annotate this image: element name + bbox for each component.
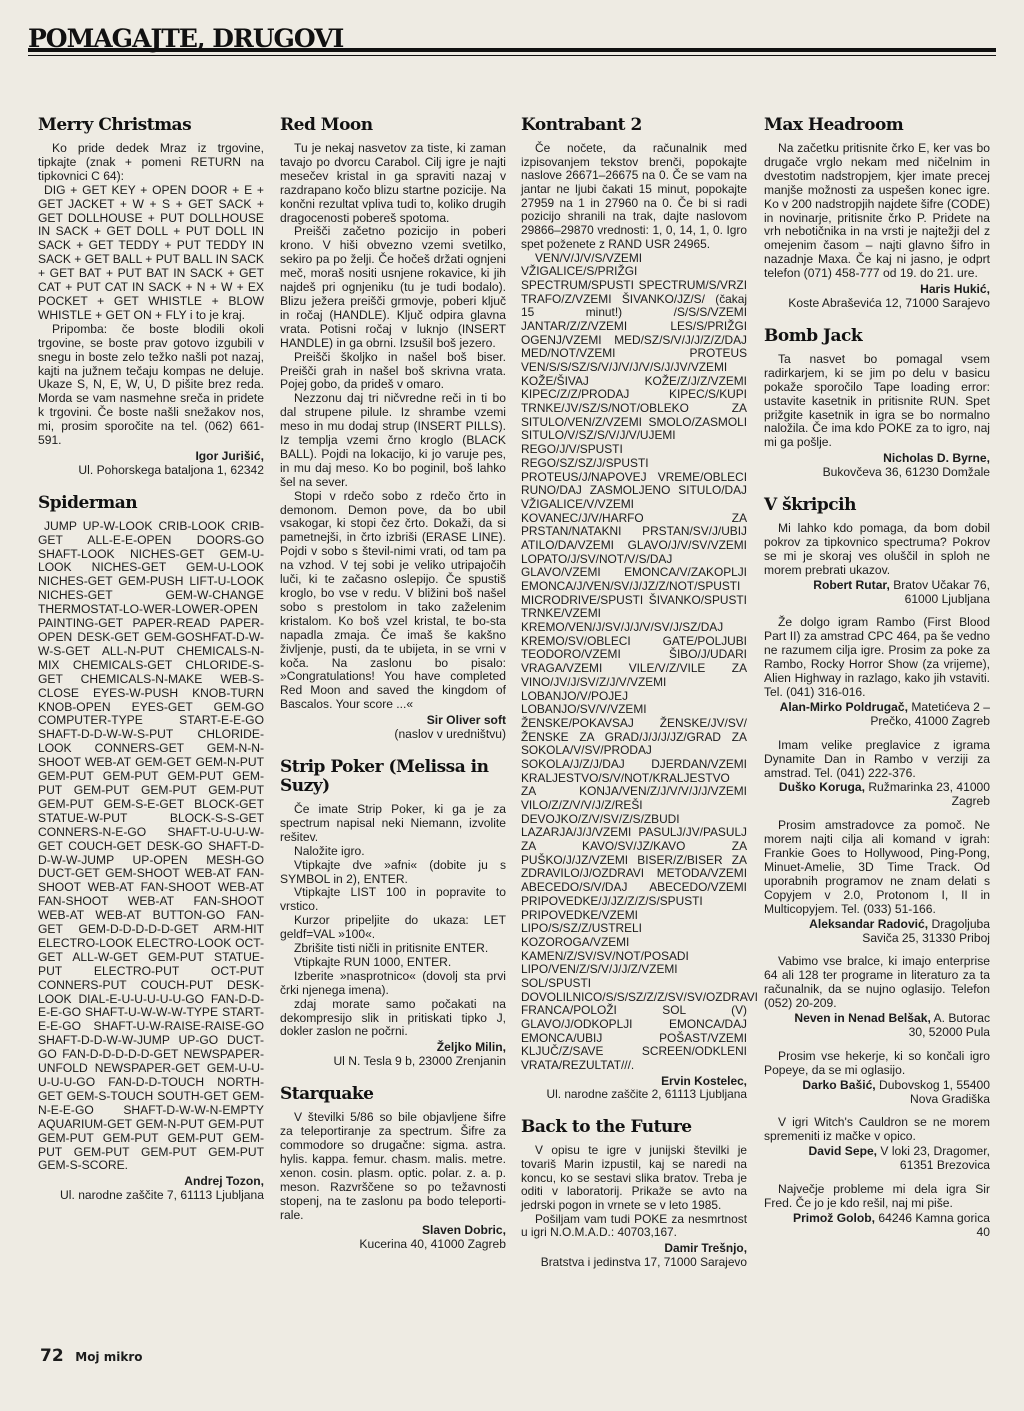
author-signature [521, 1075, 747, 1102]
author-signature [38, 450, 264, 478]
page-number: 72 [40, 1346, 64, 1366]
article-paragraph: Vtipkajte LIST 100 in popravite to vrstico. [280, 885, 506, 914]
author-address: Ul N. Tesla 9 b, 23000 Zrenjanin [333, 1054, 506, 1069]
article [764, 116, 990, 311]
article-paragraph: Če imate Strip Poker, ki ga je za spectrum napisal neki Niemann, izvolite rešitev. [280, 801, 506, 844]
letter-signature [764, 701, 990, 729]
letter-author-name: Robert Rutar, [813, 577, 890, 592]
letter-text: Prosim vse hekerje, ki so končali igro Popeye, da se mi oglasijo. [764, 1048, 990, 1077]
letter-text: V igri Witch's Cauldron se ne morem spremeniti iz mačke v opico. [764, 1115, 990, 1144]
article-title: Bomb Jack [764, 325, 863, 346]
article-body [521, 1144, 747, 1240]
letter-author-address: Matetićeva 2 – Prečko, 41000 Zagreb [870, 699, 990, 728]
reader-letter [764, 1116, 990, 1173]
letter-text: Že dolgo igram Rambo (First Blood Part II) za amstrad CPC 464, pa še vedno ne razumem cilja igre. Prosim za poke za Rambo, Rocky Horror Show (za vrijeme), Alien Highway in razlago, kako jih vstaviti. Tel. (041) 316-016. [764, 615, 990, 699]
author-address: Bukovčeva 36, 61230 Domžale [822, 465, 990, 480]
article-paragraph: Pripomba: če boste blodili okoli trgovine, se boste prav gotovo izgubili v snegu in boste zelo težko našli pot nazaj, kajti na južnem tečaju kompas ne deluje. Ukaze S, N, E, W, U, D pišite brez reda. Morda se vam nasmehne sreča in pridete k trgovini. Če boste našli snežakov nos, mi, prosim sporočite na tel. (062) 661-591. [38, 321, 264, 448]
reader-letter [764, 522, 990, 606]
article-body [280, 1111, 506, 1222]
letter-signature [764, 1212, 990, 1240]
article-paragraph: V opisu te igre v junijski številki je tovariš Marin izpustil, kaj se naredi na koncu, ko se sestavi slika bratov. Treba je oditi v laboratorij. Prikaže se avto na jedrski pogon in vrnete se v leto 1985. [521, 1143, 747, 1212]
author-address: (naslov v uredništvu) [394, 727, 506, 742]
article-paragraph: Stopi v rdečo sobo z rdečo črto in demonom. Demon pove, da bo ubil vsakogar, ki stopi čez črto. Dokaži, da si pametnejši, in črto izbriši (ERASE LINE). Pojdi v sobo s števil-nimi vrati, od tam pa na vzhod. V tej sobi je veliko utripajočih luči, ki te začasno oslepijo. Če spustiš kroglo, bo vse v redu. V bližini boš našel sobo s prestolom in tako zaželenim kristalom. Ko boš vzel kristal, te bo-sta napadla zmaja. Če imaš še kakšno življenje, pusti, da te ubijeta, in se vrni v koča. Na zaslonu bo pisalo: »Congratulations! You have completed Red Moon and saved the kingdom of Bascalos. Your score ...« [280, 488, 506, 712]
letter-text: Prosim amstradovce za pomoč. Ne morem najti cilja ali komand v igrah: Frankie Goes to Hollywood, Ping-Pong, Minuet-Amelie, 3D Time Track. Od uporabnih programov ne znam delati s Copyjem v 2.0, Protonom I, II in Multicopyjem. Tel. (033) 51-166. [764, 818, 990, 916]
author-name: Igor Jurišić, [195, 448, 264, 463]
reader-letter [764, 1183, 990, 1240]
author-address: Koste Abraševića 12, 71000 Sarajevo [788, 295, 990, 310]
letter-author-name: Alan-Mirko Poldrugač, [779, 699, 908, 714]
article-paragraph: DIG + GET KEY + OPEN DOOR + E + GET JACKET + W + S + GET SACK + GET DOLLHOUSE + PUT DOLLHOUSE IN SACK + GET DOLL + PUT DOLL IN SACK + GET TEDDY + PUT TEDDY IN SACK + GET BALL + PUT BALL IN SACK + GET BAT + PUT BAT IN SACK + GET CAT + PUT CAT IN SACK + N + W + EX POCKET + GET WHISTLE + BLOW WHISTLE + GET ON + FLY i to je kraj. [38, 182, 264, 322]
article-title: V škripcih [764, 495, 856, 516]
article-paragraph: zdaj morate samo počakati na dekompresijo slik in pritiskati tipko J, dokler zaslon ne počrni. [280, 996, 506, 1039]
page-header-title: POMAGAJTE, DRUGOVI [28, 24, 344, 53]
letter-text: Imam velike preglavice z igrama Dynamite Dan in Rambo v verziji za amstrad. Tel. (041) 222-376. [764, 737, 990, 780]
article [280, 116, 506, 742]
letter-signature [764, 781, 990, 809]
article-title: Strip Poker (Melissa in Suzy) [280, 756, 489, 796]
author-name: Haris Hukić, [920, 282, 990, 297]
page-footer [40, 1346, 143, 1366]
letter-text: Mi lahko kdo pomaga, da bom dobil pokrov za tipkovnico spectruma? Pokrov se mi je skoraj ves oluščil in sploh ne morem prebrati ukazov. [764, 521, 990, 577]
article [38, 494, 264, 1203]
author-signature [764, 452, 990, 480]
article-title: Red Moon [280, 115, 373, 135]
article-paragraph: Če nočete, da računalnik med izpisovanjem tekstov brenči, popokajte naslove 26671–26675 na 0. Če se vam na jantar ne ljubi čakati 15 minut, popokajte 27959 na 1 in 27960 na 0. Če bi si radi pozicijo shranili na trak, dajte naslovom 29866–29870 vrednosti: 1, 0, 14, 1, 0. Igro spet poženete z RAND USR 24965. [521, 141, 747, 251]
article-paragraph: Preišči školjko in našel boš biser. Preišči grah in našel boš skrivna vrata. Pojej gobo, da prideš v omaro. [280, 349, 506, 392]
article-body [764, 142, 990, 281]
letter-author-address: A. Butorac 30, 52000 Pula [908, 1011, 990, 1039]
author-name: Andrej Tozon, [184, 1174, 264, 1189]
author-address: Kucerina 40, 41000 Zagreb [359, 1237, 506, 1252]
column-4 [764, 116, 990, 1256]
article-title: Kontrabant 2 [521, 115, 642, 135]
article-body [521, 141, 758, 1073]
author-name: Slaven Dobric, [421, 1223, 506, 1238]
article-paragraph: Izberite »nasprotnico« (dovolj sta prvi črki njenega imena). [280, 968, 506, 997]
article-body [764, 353, 990, 450]
article [280, 1085, 506, 1252]
author-signature [280, 1041, 506, 1069]
author-signature [280, 714, 506, 742]
letter-author-address: Bratov Učakar 76, 61000 Ljubljana [893, 577, 990, 606]
letter-author-address: V loki 23, Dragomer, 61351 Brezovica [880, 1144, 990, 1173]
author-signature [280, 1224, 506, 1252]
article [764, 496, 990, 1240]
author-address: Ul. narodne zaščite 2, 61113 Ljubljana [546, 1087, 747, 1102]
letter-author-address: Dragoljuba Saviča 25, 31330 Priboj [862, 916, 990, 945]
article-paragraph: Ko pride dedek Mraz iz trgovine, tipkajte (znak + pomeni RETURN na tipkovnici C 64): [38, 141, 264, 183]
article-paragraph: Nezzonu daj tri ničvredne reči in ti bo dal strupene pilule. Iz shrambe vzemi meso in mu dodaj strup (INSERT PILLS). Iz templja vzemi črno kroglo (BLACK BALL). Pojdi na lokacijo, ki jo varuje pes, in mu daj meso. Ko bo poginil, boš lahko šel na sever. [280, 391, 506, 489]
letter-author-name: Darko Bašić, [802, 1077, 876, 1092]
column-3 [521, 115, 758, 1285]
reader-letter [764, 819, 990, 945]
article-paragraph: Tu je nekaj nasvetov za tiste, ki zaman tavajo po dvorcu Carabol. Cilj igre je najti mesečev kristal in ga spraviti nazaj v razdrapano kočo blizu startne pozicije. Na končni rezultat vpliva tudi to, koliko drugih dragocenosti pobereš spotoma. [280, 141, 506, 225]
article [521, 115, 758, 1102]
article-paragraph: Na začetku pritisnite črko E, ker vas bo drugače vrglo nekam med ničelnim in dvestotim nadstropjem, kjer imate precej manjše možnosti za uspešen konec igre. Ko v 200 nadstropjih najdete šifre (CODE) in novinarje, pritisnite črko P. Pridete na vrh nebotičnika in na vrsti je najtežji del z omejenim časom – najti glavno šifro in nazadnje Maxa. Če kaj ni jasno, je odprt telefon (071) 458-777 od 19. do 21. ure. [764, 141, 990, 281]
article-body [764, 522, 990, 1240]
letter-author-name: Duško Koruga, [778, 780, 865, 795]
header-rule [28, 48, 996, 56]
author-signature [764, 283, 990, 311]
author-address: Bratstva i jedinstva 17, 71000 Sarajevo [540, 1254, 747, 1269]
letter-signature [764, 1079, 990, 1107]
letter-author-name: Aleksandar Radović, [809, 916, 929, 931]
article [764, 327, 990, 480]
column-1 [38, 116, 264, 1219]
author-signature [38, 1175, 264, 1203]
letter-author-address: 64246 Kamna gorica 40 [878, 1210, 990, 1239]
letter-author-address: Dubovskog 1, 55400 Nova Gradiška [879, 1077, 990, 1106]
letter-text: Največje probleme mi dela igra Sir Fred. Če jo je kdo rešil, naj mi piše. [764, 1182, 990, 1210]
article-body [280, 142, 506, 712]
article-paragraph: Pošiljam vam tudi POKE za nesmrtnost u igri N.O.M.A.D.: 40703,167. [521, 1211, 747, 1240]
letter-author-name: Neven in Nenad Belšak, [794, 1011, 931, 1026]
reader-letter [764, 1050, 990, 1107]
letter-author-name: David Sepe, [808, 1144, 878, 1159]
article [521, 1118, 747, 1269]
article-title: Max Headroom [764, 115, 904, 135]
article-title: Starquake [280, 1084, 374, 1105]
author-name: Nicholas D. Byrne, [883, 451, 990, 466]
letter-signature [764, 1012, 990, 1040]
author-signature [521, 1242, 747, 1269]
author-name: Ervin Kostelec, [661, 1073, 747, 1088]
reader-letter [764, 739, 990, 810]
article-paragraph: VEN/V/J/V/S/VZEMI VŽIGALICE/S/PRIŽGI SPECTRUM/SPUSTI SPECTRUM/S/VRZI TRAFO/Z/VZEMI ŠIVANKO/JZ/S/ (čakaj 15 minut!) /S/S/S/VZEMI JANTAR/Z/Z/VZEMI LES/S/PRIŽGI OGENJ/VZEMI MED/SZ/S/V/J/J/Z/Z/DAJ MED/NOT/VZEMI PROTEUS VEN/S/S/SZ/S/V/J/V/J/V/S/J/JV/VZEMI KOŽE/ŠIVAJ KOŽE/Z/J/Z/VZEMI KIPEC/Z/Z/PRODAJ KIPEC/S/KUPI TRNKE/JV/SZ/S/NOT/OBLEKO ZA SITULO/VEN/Z/VZEMI SMOLO/ZASMOLI SITULO/V/SZ/S/V/J/V/UJEMI REGO/J/V/SPUSTI REGO/SZ/SZ/J/SPUSTI PROTEUS/J/NAPOVEJ VREME/OBLECI RUNO/DAJ ZASMOLJENO SITULO/DAJ VŽIGALICE/V/VZEMI KOVANEC/J/V/HARFO ZA PRSTAN/NATAKNI PRSTAN/SV/J/UBIJ ATILO/DA/VZEMI GLAVO/J/V/SV/VZEMI LOPATO/J/SV/NOT/V/S/DAJ GLAVO/VZEMI EMONCA/V/ZAKOPLJI EMONCA/J/VEN/SV/J/JZ/Z/NOT/SPUSTI MICRODRIVE/SPUSTI ŠIVANKO/SPUSTI TRNKE/VZEMI KREMO/VEN/J/SV/J/J/V/SV/J/SZ/DAJ KREMO/SV/OBLECI GATE/POLJUBI TEODORO/VZEMI ŠIBO/J/UDARI VRAGA/VZEMI VILE/V/Z/VILE ZA VINO/JV/J/SV/Z/J/V/VZEMI LOBANJO/V/POJEJ LOBANJO/SV/V/VZEMI ŽENSKE/POKAVSAJ ŽENSKE/JV/SV/ŽENSKE ZA GRAD/J/J/J/JZ/GRAD ZA SOKOLA/V/SV/PRODAJ SOKOLA/J/Z/J/DAJ DJERDAN/VZEMI KRALJESTVO/S/V/NOT/KRALJESTVO ZA KONJA/VEN/Z/J/V/V/J/J/VZEMI VILO/Z/Z/V/V/J/Z/REŠI DEVOJKO/Z/V/SV/Z/S/ZBUDI LAZARJA/J/J/VZEMI PASULJ/JV/PASULJ ZA KAVO/SV/JZ/KAVO ZA PUŠKO/J/JZ/VZEMI BISER/Z/BISER ZA ZDRAVILO/J/OZDRAVI METODA/VZEMI ABECEDO/S/V/DAJ ABECEDO/VZEMI PRIPOVEDKE/J/JZ/Z/Z/S/SPUSTI PRIPOVEDKE/VZEMI LIPO/S/SZ/Z/USTRELI KOZOROGA/VZEMI KAMEN/Z/SV/SV/NOT/POSADI LIPO/VEN/Z/S/V/J/J/Z/VZEMI SOL/SPUSTI DOVOLILNICO/S/S/SZ/Z/Z/SV/SV/OZDRAVI FRANCA/POLOŽI SOL (V) GLAVO/J/ODKOPLJI EMONCA/DAJ EMONCA/UBIJ POŠAST/VZEMI KLJUČ/Z/SAVE SCREEN/ODKLENI VRATA/REZULTAT///. [521, 250, 758, 1073]
letter-text: Vabimo vse bralce, ki imajo enterprise 64 ali 128 ter programe in literaturo za ta računalnik, da se nujno oglasijo. Telefon (052) 20-209. [764, 954, 990, 1011]
author-name: Željko Milin, [436, 1040, 506, 1055]
letter-author-name: Primož Golob, [793, 1210, 876, 1225]
article-paragraph: V številki 5/86 so bile objavljene šifre za teleportiranje za spectrum. Šifre za commodore so drugačne: sigma. astra. hylis. kappa. femur. chasm. malis. metre. xenon. cosin. plasm. optic. polar. z. a. p. meson. Razvrščene so po težavnosti stopenj, na te zaslonu pa bodo teleporti-rale. [280, 1110, 506, 1222]
author-name: Damir Trešnjo, [664, 1240, 747, 1255]
article-paragraph: Vtipkajte RUN 1000, ENTER. [294, 954, 452, 969]
article-body [38, 520, 264, 1174]
article-paragraph: JUMP UP-W-LOOK CRIB-LOOK CRIB-GET ALL-E-E-OPEN DOORS-GO SHAFT-LOOK NICHES-GET GEM-U-LOOK NICHES-GET GEM-U-LOOK NICHES-GET GEM-PUSH LIFT-U-LOOK NICHES-GET GEM-W-CHANGE THERMOSTAT-LO-WER-LOWER-OPEN PAINTING-GET PAPER-READ PAPER-OPEN DESK-GET GEM-GOSHFAT-D-W-W-S-GET ALL-N-PUT CHEMICALS-N-MIX CHEMICALS-GET CHLORIDE-S-GET CHEMICALS-N-MAKE WEB-S-CLOSE EYES-W-PUSH KNOB-TURN KNOB-OPEN EYES-GET GEM-GO COMPUTER-TYPE START-E-E-GO SHAFT-D-D-W-W-S-PUT CHLORIDE-LOOK CONNERS-GET GEM-N-N-SHOOT WEB-AT GEM-GET GEM-N-PUT GEM-PUT GEM-PUT GEM-PUT GEM-PUT GEM-PUT GEM-PUT GEM-PUT GEM-PUT GEM-S-E-GET BLOCK-GET STATUE-W-PUT BLOCK-S-S-GET CONNERS-N-E-GO SHAFT-U-U-U-W-GET COUCH-GET DESK-GO SHAFT-D-D-W-W-JUMP UP-OPEN MESH-GO DUCT-GET GEM-SHOOT WEB-AT FAN-SHOOT WEB-AT FAN-SHOOT WEB-AT FAN-SHOOT WEB-AT FAN-SHOOT WEB-AT WEB-AT BUTTON-GO FAN-GET GEM-D-D-D-D-D-GET ARM-HIT ELECTRO-LOOK ELECTRO-LOOK OCT-GET ALL-W-GET GEM-PUT STATUE-PUT ELECTRO-PUT OCT-PUT CONNERS-PUT COUCH-PUT DESK-LOOK DIAL-E-U-U-U-U-U-GO FAN-D-D-E-E-GO SHAFT-U-W-W-W-TYPE START-E-E-GO SHAFT-U-W-RAISE-RAISE-GO SHAFT-D-D-W-W-JUMP UP-GO DUCT-GO FAN-D-D-D-D-D-GET NEWSPAPER-UNFOLD NEWSPAPER-GET GEM-U-U-U-U-U-GO FAN-D-D-TOUCH NORTH-GET GEM-S-TOUCH SOUTH-GET GEM-N-E-E-GO SHAFT-D-W-W-N-EMPTY AQUARIUM-GET GEM-N-PUT GEM-PUT GEM-PUT GEM-PUT GEM-PUT GEM-PUT GEM-PUT GEM-PUT GEM-PUT GEM-S-SCORE. [38, 518, 264, 1173]
author-address: Ul. narodne zaščite 7, 61113 Ljubljana [60, 1188, 264, 1203]
article [38, 116, 264, 478]
reader-letter [764, 955, 990, 1039]
article-paragraph: Ta nasvet bo pomagal vsem radirkarjem, ki se jim po delu v basicu pokaže sporočilo Tape loading error: ustavite kasetnik in pritisnite RUN. Spet prižgite kasetnik in igra se bo normalno naložila. Če ima kdo POKE za to igro, naj mi ga pošlje. [764, 351, 990, 450]
letter-signature [764, 918, 990, 946]
reader-letter [764, 616, 990, 728]
article-paragraph: Zbrišite tisti ničli in pritisnite ENTER. [294, 941, 489, 956]
letter-signature [764, 1145, 990, 1173]
article-paragraph: Vtipkajte dve »afni« (dobite ju s SYMBOL in 2), ENTER. [280, 857, 506, 886]
letter-author-address: Ružmarinka 23, 41000 Zagreb [868, 780, 990, 809]
author-name: Sir Oliver soft [426, 713, 506, 728]
author-address: Ul. Pohorskega bataljona 1, 62342 [78, 462, 264, 477]
article-paragraph: Naložite igro. [294, 843, 365, 858]
column-2 [280, 116, 506, 1268]
article-body [280, 803, 506, 1039]
article-title: Back to the Future [521, 1117, 692, 1138]
letter-signature [764, 579, 990, 607]
article-paragraph: Kurzor pripeljite do ukaza: LET geldf=VAL »100«. [280, 913, 506, 942]
magazine-name: Moj mikro [75, 1350, 143, 1364]
article-body [38, 142, 264, 448]
article-paragraph: Preišči začetno pozicijo in poberi krono. V hiši obvezno vzemi svetilko, sekiro pa po želji. Če hočeš držati ognjeni meč, moraš nositi usnjene rokavice, ki jih najdeš pri ognjeniku (tu je tudi bodalo). Blizu ježera preišči grmovje, poberi ključ in ročaj (HANDLE). Ključ odpira glavna vrata. Potisni ročaj v luknjo (INSERT HANDLE) in ga obrni. Izsušil boš jezero. [280, 224, 506, 350]
article-title: Spiderman [38, 492, 138, 513]
article-title: Merry Christmas [38, 115, 192, 135]
article [280, 758, 506, 1069]
